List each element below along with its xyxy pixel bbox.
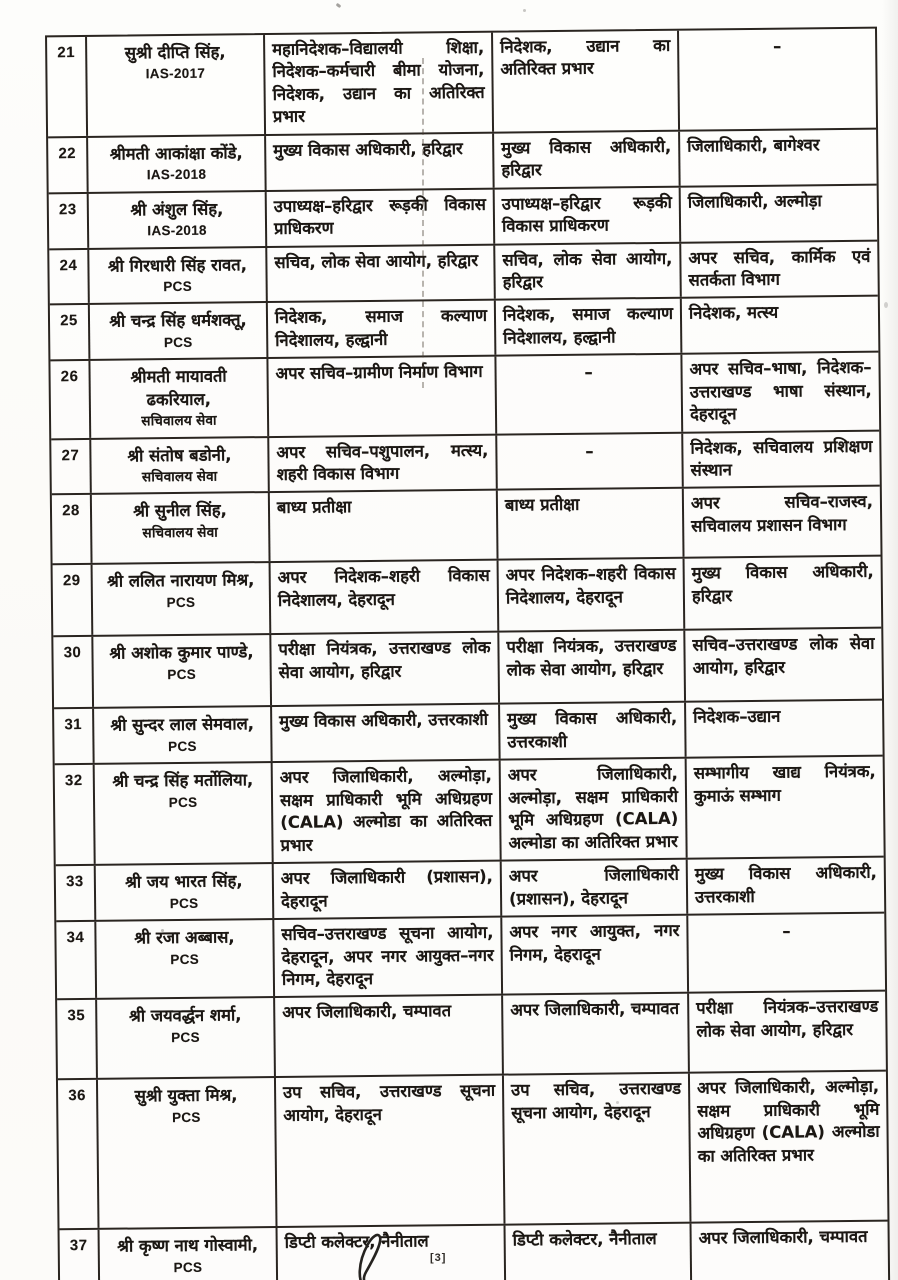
new-posting-cell: मुख्य विकास अधिकारी, हरिद्वार — [691, 562, 874, 606]
new-posting-cell: सचिव–उत्तराखण्ड लोक सेवा आयोग, हरिद्वार — [692, 634, 875, 678]
new-posting-cell: निदेशक–उद्यान — [693, 707, 781, 728]
officer-service-batch: IAS-2018 — [146, 166, 207, 183]
table-row — [53, 557, 882, 638]
officer-name-cell — [94, 707, 273, 763]
officer-name: श्री संतोष बडोनी, — [127, 444, 232, 466]
relieved-charge-cell: बाध्य प्रतीक्षा — [498, 489, 685, 559]
serial-number-cell: 24 — [49, 249, 90, 303]
officer-name-cell — [97, 998, 276, 1078]
relieved-charge-cell: डिप्टी कलेक्टर, नैनीताल — [506, 1224, 693, 1280]
new-posting-cell: – — [772, 36, 782, 56]
officer-service-batch: PCS — [166, 594, 196, 610]
officer-name-cell — [90, 359, 269, 437]
table-row — [56, 858, 885, 923]
officer-service-batch: PCS — [173, 1259, 203, 1275]
serial-number-cell: 31 — [54, 709, 95, 763]
relieved-charge-cell: निदेशक, उद्यान का अतिरिक्त प्रभार — [493, 31, 680, 132]
current-posting-cell: अपर सचिव–ग्रामीण निर्माण विभाग — [268, 357, 497, 436]
serial-number-cell: 37 — [60, 1230, 101, 1280]
officer-service-batch: PCS — [168, 794, 198, 810]
officer-service-batch: PCS — [171, 1109, 201, 1125]
officer-service-batch: PCS — [163, 278, 193, 295]
serial-number-cell: 36 — [58, 1080, 100, 1228]
current-posting-cell: अपर जिलाधिकारी, अल्मोड़ा, सक्षम प्राधिकारी भूमि अधिग्रहण (CALA) अल्मोडा का अतिरिक्त प्रभार — [273, 761, 502, 862]
officer-name-cell — [98, 1078, 278, 1228]
table-row — [51, 431, 880, 496]
table-row — [57, 992, 886, 1081]
relieved-charge-cell: उप सचिव, उत्तराखण्ड सूचना आयोग, देहरादून — [504, 1074, 692, 1224]
relieved-charge-cell: परीक्षा नियंत्रक, उत्तराखण्ड लोक सेवा आयोग, हरिद्वार — [499, 631, 686, 703]
officer-name: श्री जय भारत सिंह, — [125, 871, 243, 892]
officer-service-batch: सचिवालय सेवा — [141, 412, 217, 429]
table-row — [49, 241, 878, 306]
relieved-charge-cell: अपर निदेशक–शहरी विकास निदेशालय, देहरादून — [499, 559, 686, 631]
officer-name-cell — [92, 493, 271, 563]
officer-name: श्री अशोक कुमार पाण्डे, — [109, 642, 254, 664]
table-row — [60, 1222, 889, 1280]
new-posting-cell: – — [782, 921, 791, 941]
new-posting-cell: अपर सचिव–भाषा, निदेशक–उत्तराखण्ड भाषा संस्थान, देहरादून — [689, 357, 872, 424]
serial-number-cell: 27 — [51, 439, 92, 493]
table-row — [54, 701, 883, 766]
serial-number-cell: 26 — [50, 361, 91, 438]
officer-service-batch: सचिवालय सेवा — [141, 468, 218, 485]
serial-number-cell: 35 — [57, 1000, 98, 1078]
officer-name-cell — [87, 35, 266, 136]
officer-name: श्री जयवर्द्धन शर्मा, — [128, 1005, 242, 1026]
serial-number-cell: 25 — [50, 305, 91, 359]
serial-number-cell: 21 — [47, 37, 88, 136]
current-posting-cell: मुख्य विकास अधिकारी, हरिद्वार — [266, 133, 495, 189]
officer-service-batch: PCS — [167, 666, 197, 682]
serial-number-cell: 22 — [48, 138, 89, 192]
table-row — [50, 297, 879, 362]
new-posting-cell: अपर सचिव, कार्मिक एवं सतर्कता विभाग — [688, 246, 871, 290]
new-posting-cell: अपर जिलाधिकारी, अल्मोड़ा, सक्षम प्राधिकारी भूमि अधिग्रहण (CALA) अल्मोडा का अतिरिक्त प्रभार — [696, 1077, 880, 1166]
officer-name-cell — [91, 438, 270, 494]
transfer-table-body — [47, 29, 888, 1280]
current-posting-cell: उपाध्यक्ष–हरिद्वार रूड़की विकास प्राधिकरण — [267, 189, 496, 245]
officer-name-cell — [96, 864, 275, 920]
current-posting-cell: सचिव–उत्तराखण्ड सूचना आयोग, देहरादून, अपर नगर आयुक्त–नगर निगम, देहरादून — [274, 918, 503, 997]
new-posting-cell: अपर जिलाधिकारी, चम्पावत — [698, 1227, 868, 1248]
current-posting-cell: अपर निदेशक–शहरी विकास निदेशालय, देहरादून — [271, 561, 500, 633]
current-posting-cell: सचिव, लोक सेवा आयोग, हरिद्वार — [267, 245, 496, 301]
relieved-charge-cell: मुख्य विकास अधिकारी, हरिद्वार — [494, 131, 681, 187]
relieved-charge-cell: – — [496, 355, 683, 433]
current-posting-cell: बाध्य प्रतीक्षा — [270, 491, 499, 561]
current-posting-cell: अपर जिलाधिकारी, चम्पावत — [275, 996, 504, 1076]
new-posting-cell: जिलाधिकारी, अल्मोड़ा — [687, 190, 822, 212]
relieved-charge-cell: मुख्य विकास अधिकारी, उत्तरकाशी — [500, 703, 687, 759]
officer-name: श्री गिरधारी सिंह रावत, — [107, 254, 248, 276]
signature-scribble — [338, 1228, 408, 1280]
current-posting-cell: अपर जिलाधिकारी (प्रशासन), देहरादून — [274, 862, 503, 918]
table-row — [52, 487, 881, 566]
officer-name-cell — [89, 192, 268, 248]
scan-speck — [523, 9, 526, 12]
current-posting-cell: डिप्टी कलेक्टर, नैनीताल — [278, 1226, 507, 1280]
officer-name: सुश्री युक्ता मिश्र, — [134, 1085, 238, 1106]
officer-name-cell — [96, 920, 275, 998]
current-posting-cell: परीक्षा नियंत्रक, उत्तराखण्ड लोक सेवा आयोग, हरिद्वार — [271, 633, 500, 705]
new-posting-cell: निदेशक, मत्स्य — [688, 303, 779, 324]
serial-number-cell: 23 — [49, 194, 90, 248]
officer-service-batch: सचिवालय सेवा — [142, 524, 219, 541]
officer-name-cell — [88, 136, 267, 192]
new-posting-cell: जिलाधिकारी, बागेश्वर — [687, 135, 820, 156]
serial-number-cell: 32 — [55, 765, 96, 864]
relieved-charge-cell: सचिव, लोक सेवा आयोग, हरिद्वार — [495, 243, 682, 299]
serial-number-cell: 30 — [53, 637, 94, 707]
serial-number-cell: 34 — [56, 922, 97, 999]
officer-service-batch: PCS — [171, 1029, 200, 1045]
table-row — [58, 1072, 888, 1231]
officer-name: श्रीमती मायावती ढकरियाल, — [130, 366, 227, 409]
serial-number-cell: 28 — [52, 495, 93, 563]
officer-name: श्री सुन्दर लाल सेमवाल, — [110, 714, 255, 736]
new-posting-cell: परीक्षा नियंत्रक–उत्तराखण्ड लोक सेवा आयोग, हरिद्वार — [696, 997, 879, 1041]
relieved-charge-cell: निदेशक, समाज कल्याण निदेशालय, हल्द्वानी — [496, 299, 683, 355]
officer-name-cell — [95, 763, 274, 864]
officer-name-cell — [93, 635, 272, 707]
officer-name-cell — [89, 248, 268, 304]
page-number: [3] — [430, 1252, 447, 1264]
officer-name-cell — [100, 1228, 279, 1280]
relieved-charge-cell: अपर जिलाधिकारी, अल्मोड़ा, सक्षम प्राधिकारी भूमि अधिग्रहण (CALA) अल्मोडा का अतिरिक्त प्रभार — [501, 759, 688, 860]
current-posting-cell: मुख्य विकास अधिकारी, उत्तरकाशी — [272, 705, 501, 761]
scan-speck — [884, 302, 888, 308]
new-posting-cell: अपर सचिव–राजस्व, सचिवालय प्रशासन विभाग — [690, 492, 874, 536]
current-posting-cell: उप सचिव, उत्तराखण्ड सूचना आयोग, देहरादून — [276, 1076, 506, 1226]
officer-name-cell — [90, 303, 269, 359]
officer-service-batch: IAS-2017 — [145, 66, 206, 82]
relieved-charge-cell: उपाध्यक्ष–हरिद्वार रूड़की विकास प्राधिकरण — [495, 187, 682, 243]
officer-service-batch: PCS — [170, 951, 200, 967]
officer-name: श्री चन्द्र सिंह धर्मशक्तू, — [109, 310, 247, 332]
table-row — [49, 185, 878, 250]
officer-service-batch: PCS — [168, 738, 197, 754]
current-posting-cell: निदेशक, समाज कल्याण निदेशालय, हल्द्वानी — [268, 301, 497, 357]
table-row — [50, 353, 879, 440]
current-posting-cell: महानिदेशक–विद्यालयी शिक्षा, निदेशक–कर्मचारी बीमा योजना, निदेशक, उद्यान का अतिरिक्त प्रभार — [265, 33, 494, 134]
officer-name: श्री रजा अब्बास, — [134, 927, 235, 948]
new-posting-cell: निदेशक, सचिवालय प्रशिक्षण संस्थान — [690, 436, 873, 480]
current-posting-cell: अपर सचिव–पशुपालन, मत्स्य, शहरी विकास विभाग — [269, 435, 498, 491]
table-row — [53, 629, 882, 710]
table-row — [48, 129, 877, 194]
transfer-posting-table — [45, 27, 890, 1280]
new-posting-cell: मुख्य विकास अधिकारी, उत्तरकाशी — [694, 862, 877, 907]
relieved-charge-cell: – — [497, 433, 684, 489]
officer-name: सुश्री दीप्ति सिंह, — [124, 42, 226, 63]
new-posting-cell: सम्भागीय खाद्य नियंत्रक, कुमाऊं सम्भाग — [693, 762, 876, 806]
officer-service-batch: PCS — [163, 334, 193, 350]
officer-service-batch: IAS-2018 — [147, 222, 207, 239]
relieved-charge-cell: अपर नगर आयुक्त, नगर निगम, देहरादून — [502, 916, 689, 994]
officer-name: श्री सुनील सिंह, — [133, 500, 227, 521]
scan-speck — [336, 3, 342, 8]
serial-number-cell: 33 — [56, 866, 97, 920]
table-row — [55, 757, 884, 866]
officer-service-batch: PCS — [169, 895, 199, 911]
officer-name: श्री अंशुल सिंह, — [130, 199, 224, 220]
relieved-charge-cell: अपर जिलाधिकारी (प्रशासन), देहरादून — [502, 860, 689, 916]
relieved-charge-cell: अपर जिलाधिकारी, चम्पावत — [503, 994, 690, 1074]
officer-name: श्री चन्द्र सिंह मर्तोलिया, — [112, 770, 254, 792]
officer-name: श्री ललित नारायण मिश्र, — [106, 570, 255, 592]
table-row — [47, 29, 876, 138]
table-row — [56, 914, 885, 1001]
officer-name: श्री कृष्ण नाथ गोस्वामी, — [117, 1235, 259, 1257]
serial-number-cell: 29 — [53, 565, 94, 635]
officer-name: श्रीमती आकांक्षा कोंडे, — [109, 143, 243, 164]
officer-name-cell — [93, 563, 272, 635]
